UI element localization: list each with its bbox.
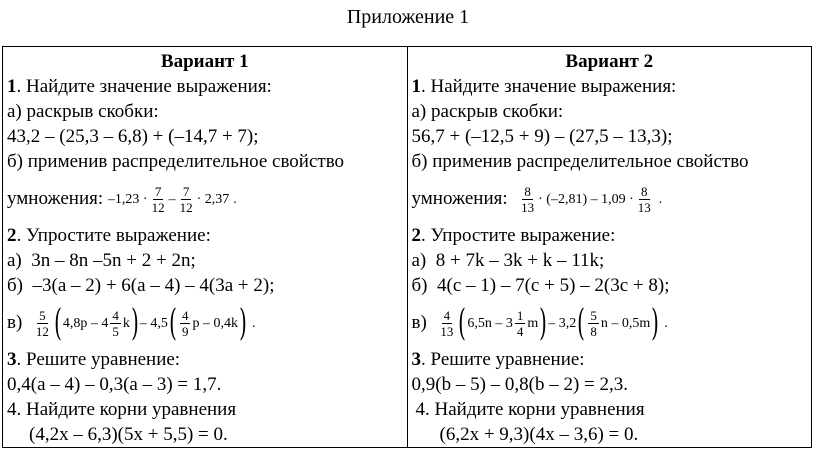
task-1a-label: а) раскрыв скобки: <box>7 101 159 122</box>
math-expression <box>108 184 237 215</box>
fraction <box>34 308 51 339</box>
task-4-heading: 4. Найдите корни уравнения <box>415 399 645 420</box>
fraction <box>519 184 536 215</box>
numerator: 7 <box>154 184 162 200</box>
task-2a <box>412 248 808 273</box>
math-term: k <box>122 315 130 331</box>
numerator: 7 <box>182 184 190 200</box>
item-label: б) <box>7 275 23 296</box>
task-1b-label: б) применив распределительное свойство <box>411 151 749 172</box>
task-1a-label: а) раскрыв скобки: <box>411 101 564 122</box>
denominator: 13 <box>440 324 454 340</box>
task-1b-expression <box>412 174 808 223</box>
fraction <box>150 184 167 215</box>
item-label: а) <box>411 250 427 271</box>
math-term: . <box>664 315 668 331</box>
fraction <box>180 308 191 339</box>
fraction <box>178 184 195 215</box>
task-text: . Решите уравнение: <box>421 349 585 370</box>
denominator: 8 <box>590 324 597 340</box>
numerator: 5 <box>39 308 46 324</box>
task-1a-expression: 56,7 + (–12,5 + 9) – (27,5 – 13,3); <box>411 126 673 147</box>
math-term: – 3,2 <box>548 315 577 331</box>
task-1b-expression <box>7 174 403 223</box>
variant-title: Вариант 2 <box>565 51 654 72</box>
math-term: · 2,37 <box>196 191 230 207</box>
denominator: 4 <box>516 324 524 340</box>
task-2b <box>412 273 808 298</box>
task-3-expression: 0,4(a – 4) – 0,3(a – 3) = 1,7. <box>7 374 222 395</box>
task-number: 2 <box>7 225 17 246</box>
task-2a <box>7 248 403 273</box>
task-number: 1 <box>411 76 421 97</box>
task-4-expression: (6,2x + 9,3)(4x – 3,6) = 0. <box>439 424 639 445</box>
math-expression <box>517 184 662 215</box>
task-3-heading <box>412 347 808 372</box>
math-expression: 8 + 7k – 3k + k – 11k; <box>435 250 605 271</box>
math-term: –1,23 · <box>107 191 148 207</box>
task-number: 2 <box>411 225 421 246</box>
task-text: . Найдите значение выражения: <box>421 76 677 97</box>
fraction <box>636 184 653 215</box>
task-4-heading: 4. Найдите корни уравнения <box>7 399 237 420</box>
variant-title: Вариант 1 <box>160 51 249 72</box>
math-term: n – 0,5m <box>600 315 651 331</box>
numerator: 8 <box>641 184 648 200</box>
task-2b <box>7 273 403 298</box>
denominator: 12 <box>151 200 165 216</box>
task-text: . Упростите выражение: <box>16 225 211 246</box>
item-label: в) <box>411 312 427 333</box>
numerator: 4 <box>112 308 119 324</box>
math-term: 6,5n – 3 <box>467 315 513 331</box>
task-2c <box>412 298 808 347</box>
math-term: – <box>168 191 176 207</box>
item-label: а) <box>7 250 22 271</box>
task-number: 1 <box>7 76 17 97</box>
variant-2-cell <box>407 47 812 448</box>
math-expression: $\frac{4}{13}$ ( 6,5n – 3 $\frac{1}{4}$ m ) – 3,2 ( $\frac{5}{8}$ n – 0,5m ) . <box>440 302 668 344</box>
task-text: . Решите уравнение: <box>16 349 181 370</box>
task-3-heading <box>7 347 403 372</box>
math-term: 4,8p – 4 <box>62 315 109 331</box>
task-4-expression: (4,2x – 6,3)(5x + 5,5) = 0. <box>29 424 228 445</box>
fraction <box>515 308 526 339</box>
multiplication-label: умножения: <box>411 188 508 209</box>
denominator: 13 <box>637 200 651 216</box>
fraction <box>438 308 455 339</box>
fraction <box>110 308 121 339</box>
task-1b-label: б) применив распределительное свойство <box>7 151 345 172</box>
math-term: . <box>252 315 256 331</box>
math-term: . <box>233 191 237 207</box>
variant-1-cell <box>3 47 408 448</box>
numerator: 8 <box>524 184 531 200</box>
math-expression: 3n – 8n –5n + 2 + 2n; <box>31 250 196 271</box>
task-1-heading <box>412 74 808 99</box>
item-label: в) <box>7 312 23 333</box>
item-label: б) <box>411 275 428 296</box>
page-heading: Приложение 1 <box>346 6 470 28</box>
task-1a-expression: 43,2 – (25,3 – 6,8) + (–14,7 + 7); <box>7 126 259 147</box>
task-3-expression: 0,9(b – 5) – 0,8(b – 2) = 2,3. <box>411 374 629 395</box>
denominator: 12 <box>35 324 49 340</box>
fraction <box>588 308 599 339</box>
numerator: 1 <box>516 308 524 324</box>
math-expression: –3(a – 2) + 6(a – 4) – 4(3a + 2); <box>32 275 275 296</box>
numerator: 5 <box>590 308 597 324</box>
denominator: 12 <box>179 200 193 216</box>
task-2c <box>7 298 403 347</box>
numerator: 4 <box>181 308 189 324</box>
task-2-heading <box>412 223 808 248</box>
task-number: 3 <box>411 349 421 370</box>
math-term: m <box>527 315 539 331</box>
multiplication-label: умножения: <box>7 188 104 209</box>
math-term: p – 0,4k <box>192 315 238 331</box>
math-expression: 4(c – 1) – 7(c + 5) – 2(3c + 8); <box>437 275 670 296</box>
math-term: · (–2,81) – 1,09 · <box>538 191 634 207</box>
variants-table <box>2 46 812 448</box>
denominator: 5 <box>112 324 119 340</box>
numerator: 4 <box>443 308 451 324</box>
math-term: . <box>658 191 663 207</box>
math-expression: $\frac{5}{12}$ ( 4,8p – 4 $\frac{4}{5}$ k ) – 4,5 ( $\frac{4}{9}$ p – 0,4k ) . <box>35 302 256 344</box>
task-2-heading <box>7 223 403 248</box>
task-text: . Найдите значение выражения: <box>16 76 272 97</box>
task-1-heading <box>7 74 403 99</box>
task-text: . Упростите выражение: <box>421 225 616 246</box>
math-term: – 4,5 <box>139 315 168 331</box>
denominator: 9 <box>181 324 189 340</box>
denominator: 13 <box>521 200 535 216</box>
task-number: 3 <box>7 349 17 370</box>
